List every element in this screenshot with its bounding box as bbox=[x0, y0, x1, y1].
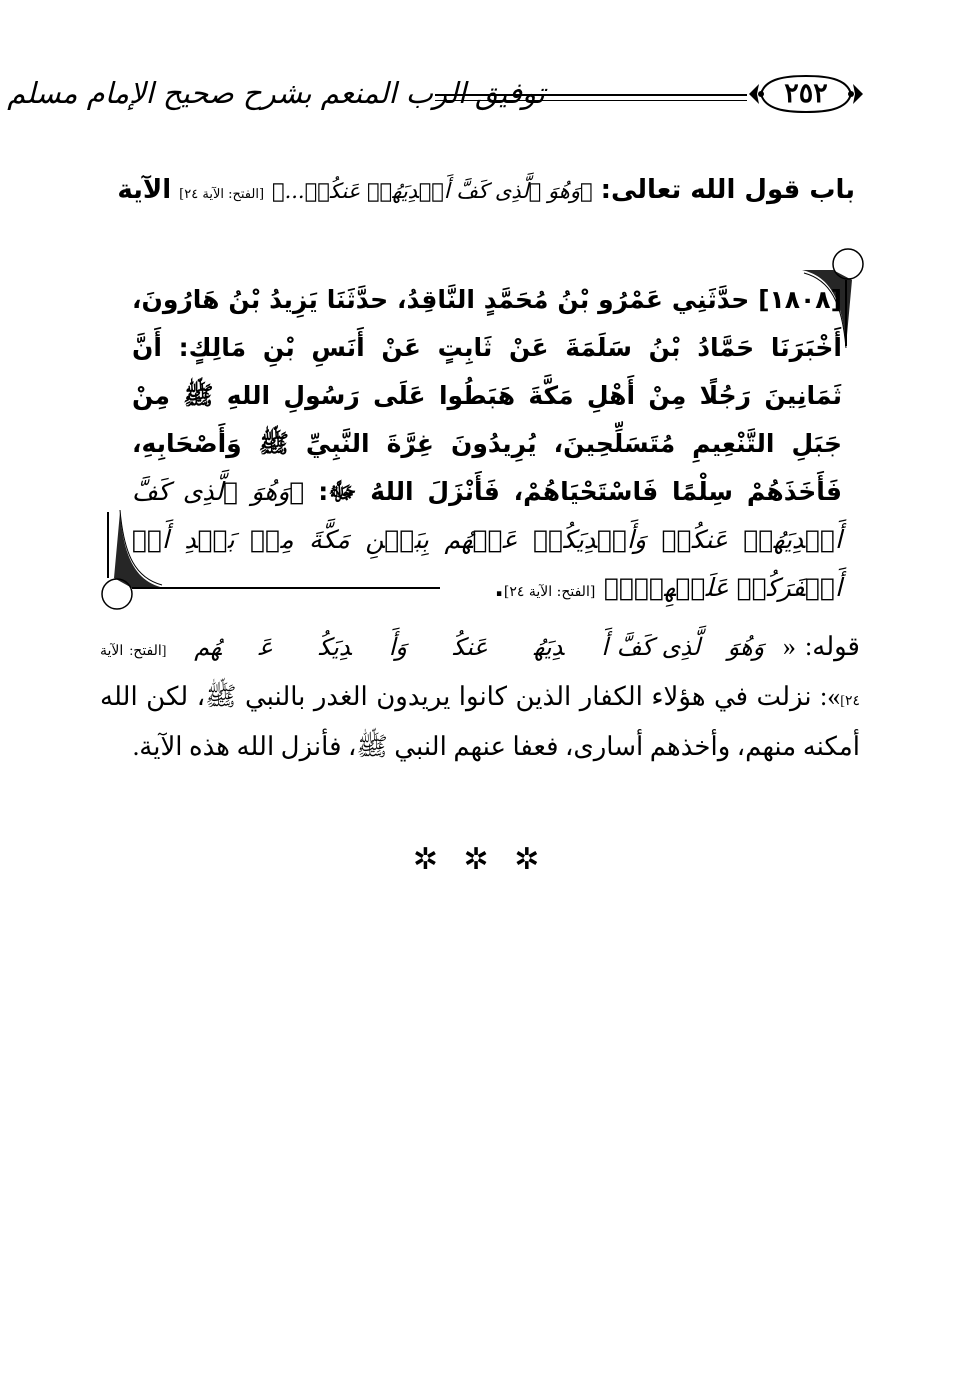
commentary-intro: قوله: « bbox=[782, 632, 860, 661]
chapter-verse: ﴿وَهُوَ ٱلَّذِى كَفَّ أَيۡدِيَهُمۡ عَنكُمۡ...﴾ bbox=[271, 179, 593, 203]
hadith-verse: ﴿وَهُوَ ٱلَّذِى كَفَّ أَيۡدِيَهُمۡ عَنكُمۡ وَأَيۡدِيَكُمۡ عَنۡهُم بِبَطۡنِ مَكَّةَ مِنۢ بَعۡدِ أَنۡ أَظۡفَرَكُمۡ عَلَيۡهِمۡۚ﴾ bbox=[132, 477, 842, 602]
hadith-end: . bbox=[494, 573, 504, 602]
book-title: توفيق الرب المنعم بشرح صحيح الإمام مسلم bbox=[7, 76, 545, 110]
commentary-verse-ref: [الفتح: الآية ٢٤] bbox=[100, 644, 860, 709]
commentary-verse: ﴿وَهُوَ ٱلَّذِى كَفَّ أَيۡدِيَهُمۡ عَنكُمۡ وَأَيۡدِيَكُمۡ عَنۡهُم﴾ bbox=[175, 635, 783, 661]
hadith-verse-ref: [الفتح: الآية ٢٤] bbox=[503, 584, 596, 600]
chapter-heading bbox=[110, 170, 855, 214]
hadith-body: [١٨٠٨] حدَّثَنِي عَمْرُو بْنُ مُحَمَّدٍ النَّاقِدُ، حدَّثَنَا يَزِيدُ بْنُ هَارُونَ، أَخْبَرَنَا حَمَّادُ بْنُ سَلَمَةَ عَنْ ثَابِتٍ عَنْ أَنَسِ بْنِ مَالِكٍ: أَنَّ ثَمَانِينَ رَجُلًا مِنْ أَهْلِ مَكَّةَ هَبَطُوا عَلَى رَسُولِ اللهِ ﷺ مِنْ جَبَلِ التَّنْعِيمِ مُتَسَلِّحِينَ، يُرِيدُونَ غِرَّةَ النَّبِيِّ ﷺ وَأَصْحَابِهِ، فَأَخَذَهُمْ سِلْمًا فَاسْتَحْيَاهُمْ، فَأَنْزَلَ اللهُ ﷻ: bbox=[132, 285, 842, 506]
chapter-verse-ref: [الفتح: الآية ٢٤] bbox=[179, 187, 265, 202]
section-separator: ✲ ✲ ✲ bbox=[412, 842, 548, 877]
page-number-badge bbox=[747, 70, 865, 118]
hadith-text bbox=[132, 276, 842, 616]
commentary-body: »: نزلت في هؤلاء الكفار الذين كانوا يريدون الغدر بالنبي ﷺ، لكن الله أمكنه منهم، وأخذهم أسارى، فعفا عنهم النبي ﷺ، فأنزل الله هذه الآية. bbox=[100, 682, 860, 761]
chapter-suffix: الآية bbox=[117, 175, 172, 205]
header-rule bbox=[435, 94, 747, 104]
page-number: ٢٥٢ bbox=[784, 78, 828, 109]
chapter-prefix: باب قول الله تعالى: bbox=[600, 175, 855, 205]
page-header bbox=[7, 70, 865, 118]
commentary-paragraph bbox=[100, 624, 860, 769]
